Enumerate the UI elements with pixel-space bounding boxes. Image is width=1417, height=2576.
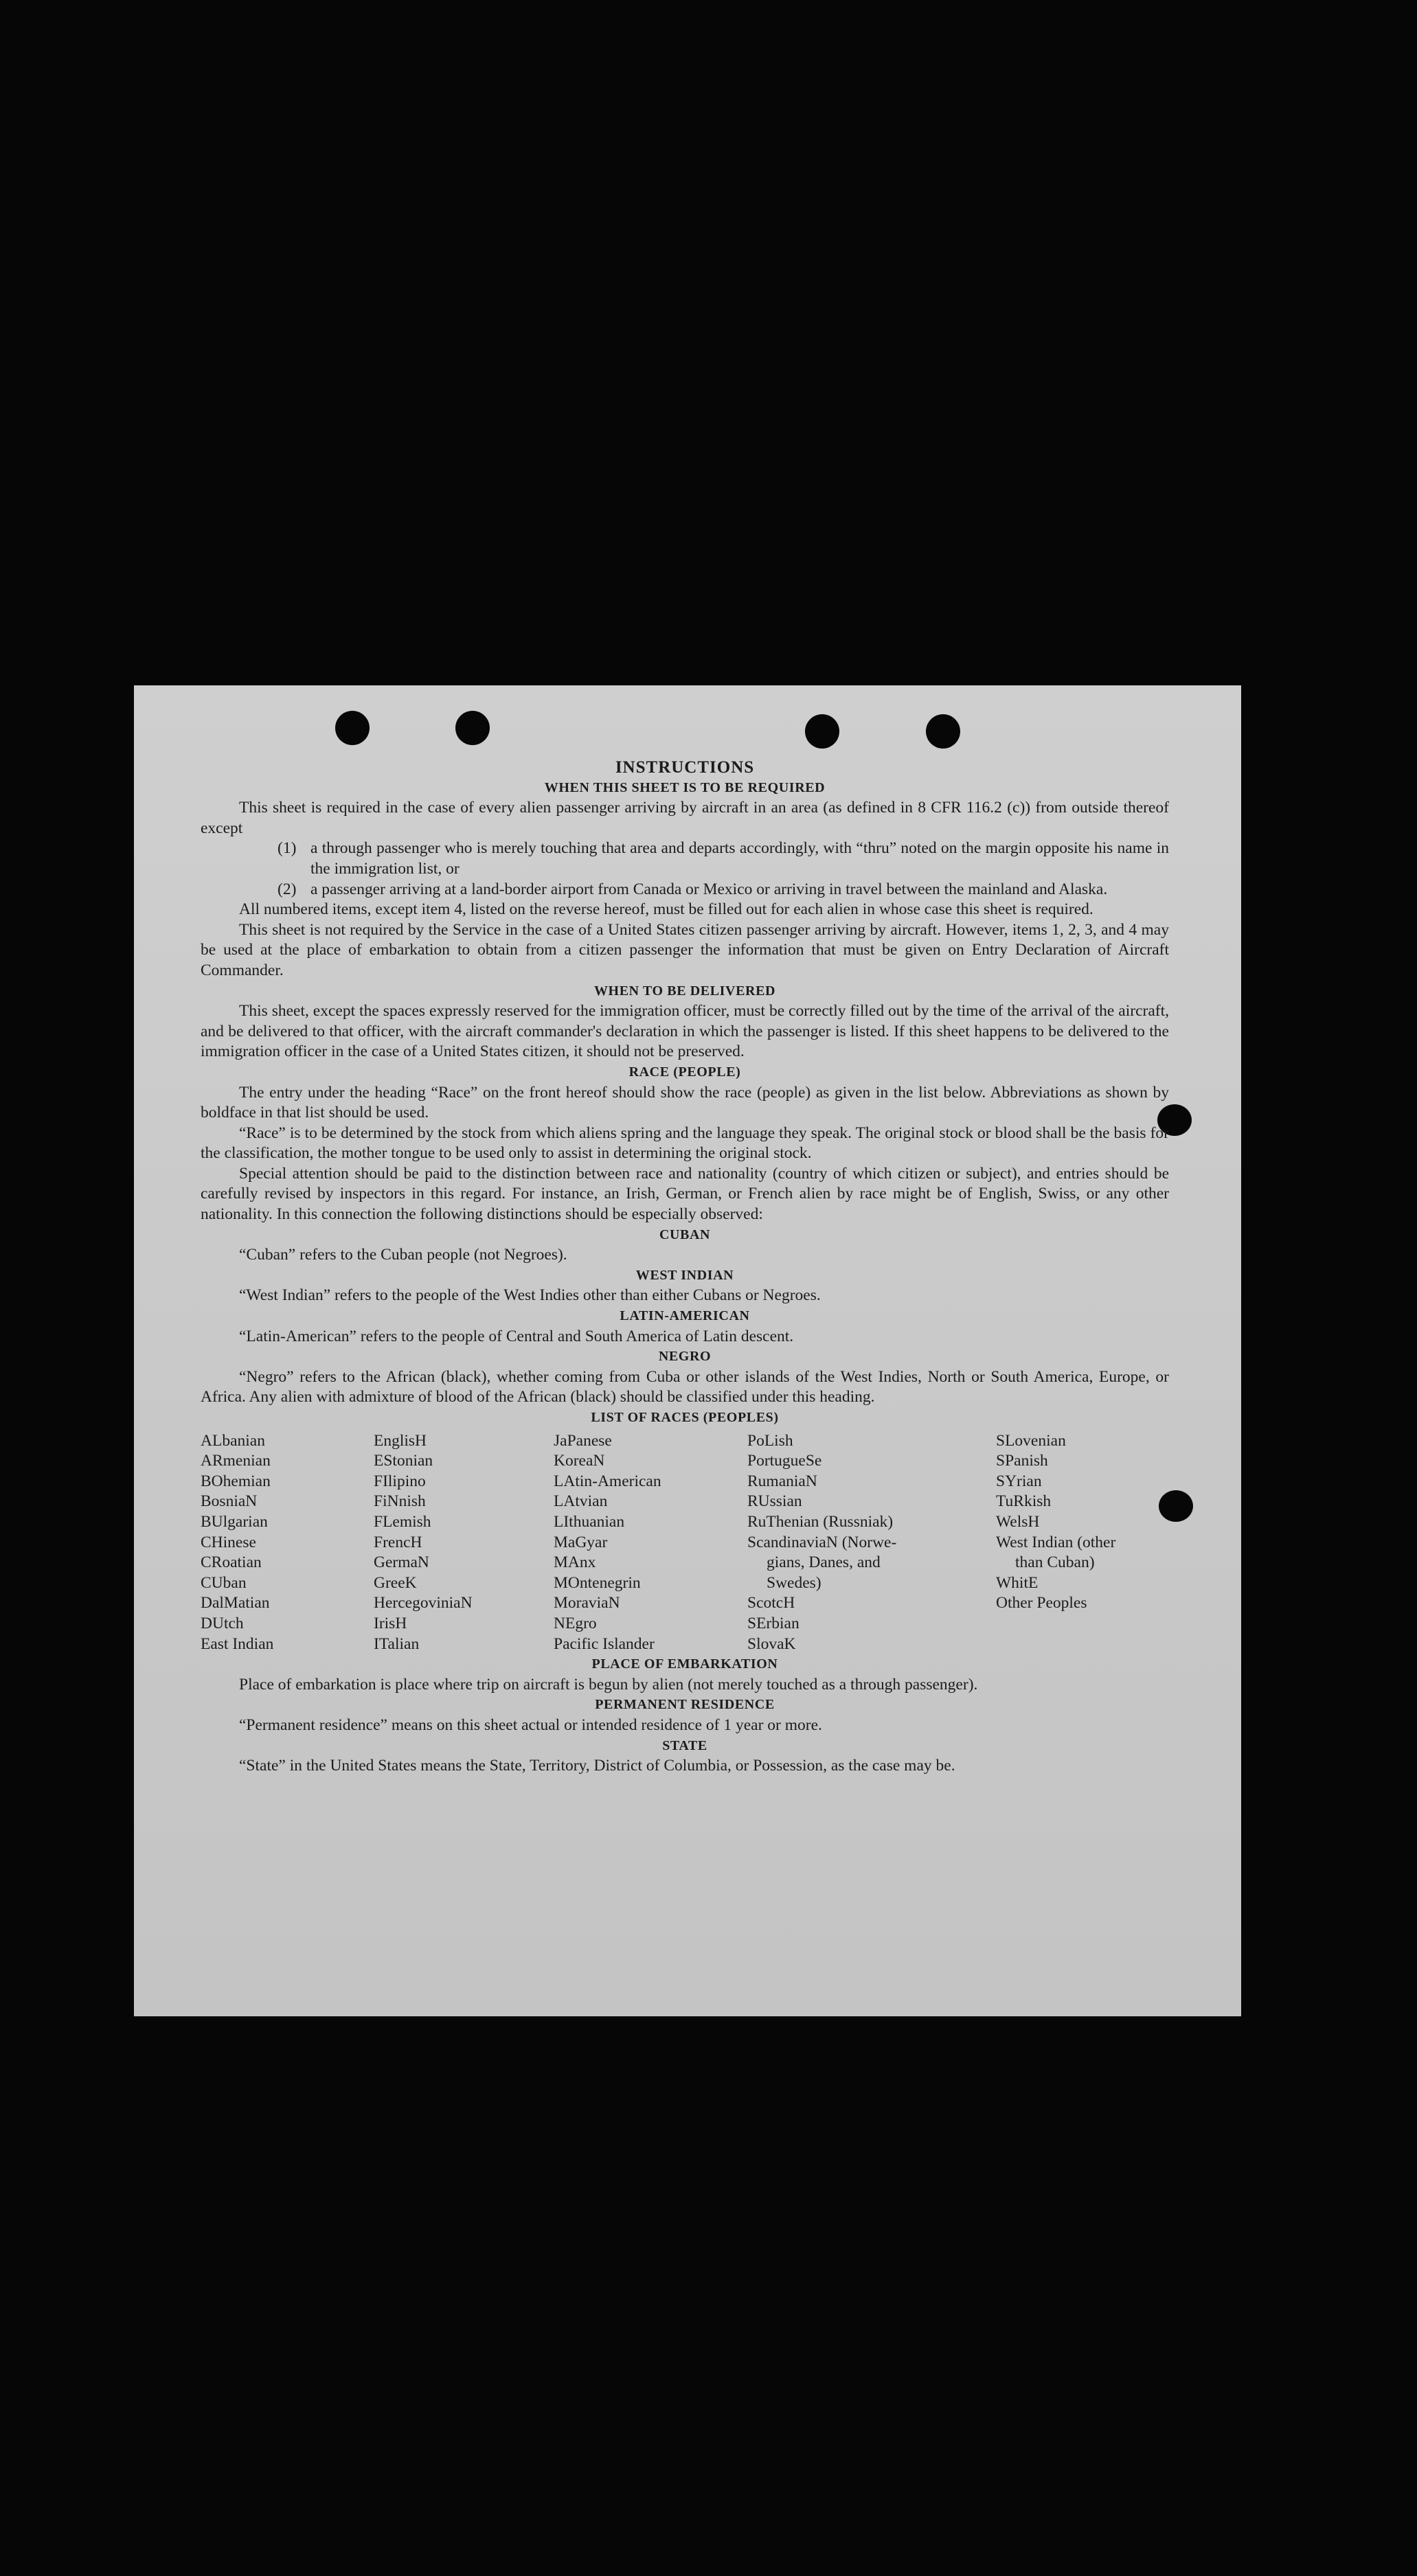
list-item bbox=[277, 839, 1169, 879]
race-entry: IrisH bbox=[374, 1614, 407, 1632]
race-entry: MAnx bbox=[554, 1553, 596, 1572]
paragraph: “West Indian” refers to the people of the West Indies other than either Cubans or Negroes. bbox=[239, 1286, 821, 1305]
paragraph: This sheet is not required by the Service in the case of a United States citizen passenger arriving by aircraft. However, items 1, 2, 3, and 4 may be used at the place of embarkation to obtain from a citizen passenger the information that must be given on Entry Declaration of Aircraft Commander. bbox=[201, 920, 1169, 979]
section-heading-place-of-embarkation: PLACE OF EMBARKATION bbox=[591, 1656, 778, 1672]
section-heading-when-required: WHEN THIS SHEET IS TO BE REQUIRED bbox=[544, 779, 826, 795]
race-entry: ARmenian bbox=[201, 1452, 271, 1470]
race-entry: ITalian bbox=[374, 1634, 420, 1653]
item-number: (2) bbox=[277, 880, 297, 898]
item-number: (1) bbox=[277, 839, 297, 858]
race-entry: GreeK bbox=[374, 1573, 417, 1592]
paragraph: This sheet is required in the case of every alien passenger arriving by aircraft in an area (as defined in 8 CFR 116.2 (c)) from outside thereof except bbox=[201, 799, 1169, 837]
race-entry: NEgro bbox=[554, 1614, 597, 1632]
races-column bbox=[201, 1431, 374, 1655]
paragraph: The entry under the heading “Race” on the front hereof should show the race (people) as given in the list below. Abbreviations as shown by boldface in that list should be used. bbox=[201, 1083, 1169, 1122]
race-entry: LAtin-American bbox=[554, 1472, 661, 1490]
race-entry: SYrian bbox=[996, 1472, 1042, 1490]
race-entry: ALbanian bbox=[201, 1431, 265, 1450]
race-entry: RUssian bbox=[747, 1492, 802, 1511]
race-entry: PortugueSe bbox=[747, 1452, 822, 1470]
race-entry: CHinese bbox=[201, 1533, 256, 1551]
race-entry: BosniaN bbox=[201, 1492, 258, 1511]
paragraph: Special attention should be paid to the distinction between race and nationality (country of which citizen or subject), and entries should be carefully revised by inspectors in this regard. For instance, an Irish, German, or French alien by race might be of English, Swiss, or any other nationality. In this connection the following distinctions should be especially observed: bbox=[201, 1164, 1169, 1224]
race-entry: East Indian bbox=[201, 1634, 274, 1653]
punch-hole bbox=[805, 714, 839, 749]
race-entry: MOntenegrin bbox=[554, 1573, 641, 1592]
race-entry: West Indian (other bbox=[996, 1533, 1116, 1551]
race-entry: CUban bbox=[201, 1573, 247, 1592]
race-entry: SPanish bbox=[996, 1452, 1048, 1470]
race-entry: Pacific Islander bbox=[554, 1634, 655, 1653]
race-entry: SlovaK bbox=[747, 1634, 796, 1653]
race-entry: FiNnish bbox=[374, 1492, 426, 1511]
race-entry: HercegoviniaN bbox=[374, 1594, 473, 1612]
race-entry: than Cuban) bbox=[1015, 1553, 1095, 1572]
race-entry: JaPanese bbox=[554, 1431, 612, 1450]
section-heading-list-of-races: LIST OF RACES (PEOPLES) bbox=[591, 1410, 779, 1425]
item-text: a through passenger who is merely touching that area and departs accordingly, with “thru” noted on the margin opposite his name in the immigration list, or bbox=[310, 839, 1169, 878]
races-column bbox=[747, 1431, 996, 1655]
races-table bbox=[201, 1431, 1169, 1655]
races-column bbox=[374, 1431, 554, 1655]
race-entry: MaGyar bbox=[554, 1533, 608, 1551]
paragraph: “Permanent residence” means on this sheet actual or intended residence of 1 year or more. bbox=[239, 1716, 822, 1734]
punch-hole bbox=[335, 711, 370, 745]
section-heading-when-delivered: WHEN TO BE DELIVERED bbox=[593, 983, 776, 999]
list-item bbox=[277, 880, 1169, 900]
section-heading-state: STATE bbox=[662, 1737, 707, 1753]
race-entry: BUlgarian bbox=[201, 1512, 268, 1531]
section-heading-permanent-residence: PERMANENT RESIDENCE bbox=[595, 1697, 775, 1713]
race-entry: gians, Danes, and bbox=[767, 1553, 881, 1572]
race-entry: KoreaN bbox=[554, 1452, 605, 1470]
race-entry: TuRkish bbox=[996, 1492, 1052, 1511]
race-entry: EnglisH bbox=[374, 1431, 427, 1450]
race-entry: FrencH bbox=[374, 1533, 422, 1551]
item-text: a passenger arriving at a land-border airport from Canada or Mexico or arriving in travel between the mainland and Alaska. bbox=[310, 880, 1108, 898]
race-entry: RumaniaN bbox=[747, 1472, 817, 1490]
race-entry: ScandinaviaN (Norwe- bbox=[747, 1533, 897, 1551]
page-title: INSTRUCTIONS bbox=[615, 758, 755, 777]
race-entry: EStonian bbox=[374, 1452, 433, 1470]
race-entry: DUtch bbox=[201, 1614, 244, 1632]
race-entry: FLemish bbox=[374, 1512, 431, 1531]
race-entry: DalMatian bbox=[201, 1594, 270, 1612]
punch-hole bbox=[455, 711, 490, 745]
race-entry: MoraviaN bbox=[554, 1594, 620, 1612]
race-entry: LAtvian bbox=[554, 1492, 608, 1511]
race-entry: BOhemian bbox=[201, 1472, 271, 1490]
paragraph: This sheet, except the spaces expressly reserved for the immigration officer, must be correctly filled out by the time of the arrival of the aircraft, and be delivered to that officer, with the aircraft commander's declaration in which the passenger is listed. If this sheet happens to be delivered to the immigration officer in the case of a United States citizen, it should not be preserved. bbox=[201, 1002, 1169, 1061]
section-heading-west-indian: WEST INDIAN bbox=[635, 1267, 734, 1283]
section-heading-cuban: CUBAN bbox=[659, 1227, 711, 1242]
race-entry: CRoatian bbox=[201, 1553, 262, 1572]
punch-hole bbox=[926, 714, 960, 749]
races-column bbox=[554, 1431, 747, 1655]
section-heading-race: RACE (PEOPLE) bbox=[628, 1064, 741, 1080]
paragraph: All numbered items, except item 4, listed on the reverse hereof, must be filled out for each alien in whose case this sheet is required. bbox=[239, 900, 1093, 919]
paragraph: “Latin-American” refers to the people of Central and South America of Latin descent. bbox=[239, 1327, 794, 1345]
document-page bbox=[134, 685, 1241, 2016]
paragraph: “Cuban” refers to the Cuban people (not Negroes). bbox=[239, 1246, 567, 1264]
paragraph: Place of embarkation is place where trip on aircraft is begun by alien (not merely touched as a through passenger). bbox=[239, 1675, 978, 1694]
race-entry: LIthuanian bbox=[554, 1512, 625, 1531]
race-entry: SLovenian bbox=[996, 1431, 1066, 1450]
race-entry: RuThenian (Russniak) bbox=[747, 1512, 894, 1531]
section-heading-latin-american: LATIN-AMERICAN bbox=[620, 1308, 750, 1324]
race-entry: SErbian bbox=[747, 1614, 800, 1632]
race-entry: WhitE bbox=[996, 1573, 1039, 1592]
race-entry: ScotcH bbox=[747, 1594, 795, 1612]
race-entry: PoLish bbox=[747, 1431, 793, 1450]
section-heading-negro: NEGRO bbox=[658, 1349, 712, 1365]
paragraph: “Negro” refers to the African (black), whether coming from Cuba or other islands of the West Indies, North or South America, Europe, or Africa. Any alien with admixture of blood of the African (black) should be classified under this heading. bbox=[201, 1367, 1169, 1406]
race-entry: Swedes) bbox=[767, 1573, 821, 1592]
paragraph: “State” in the United States means the State, Territory, District of Columbia, or Possession, as the case may be. bbox=[239, 1757, 955, 1775]
race-entry: FIlipino bbox=[374, 1472, 426, 1490]
race-entry: WelsH bbox=[996, 1512, 1040, 1531]
paragraph: “Race” is to be determined by the stock from which aliens spring and the language they speak. The original stock or blood shall be the basis for the classification, the mother tongue to be used only to assist in determining the original stock. bbox=[201, 1124, 1169, 1163]
races-column bbox=[996, 1431, 1169, 1655]
instructions-content bbox=[201, 756, 1169, 1777]
race-entry: GermaN bbox=[374, 1553, 429, 1572]
race-entry: Other Peoples bbox=[996, 1594, 1087, 1612]
